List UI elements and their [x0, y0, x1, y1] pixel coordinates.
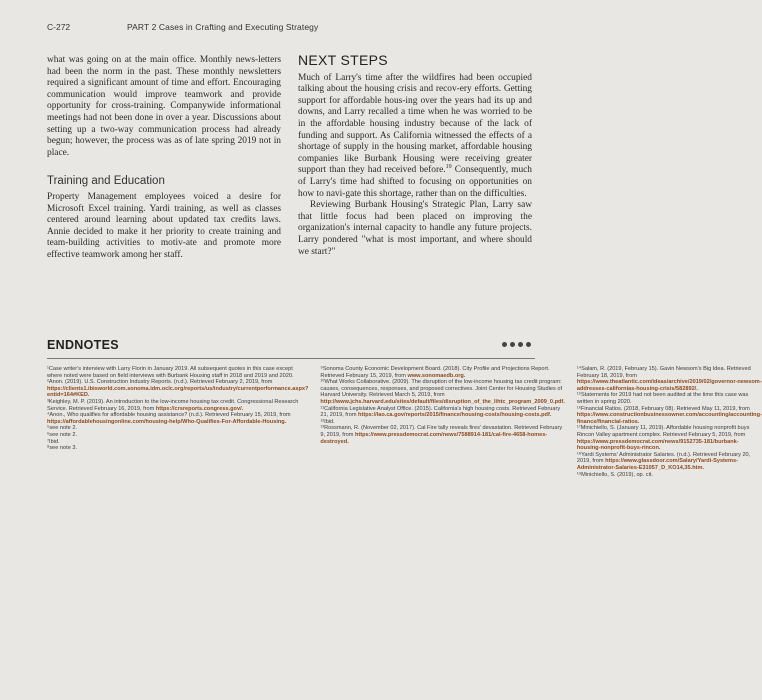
endnote-link[interactable]: https://crsreports.congress.gov/.: [155, 405, 244, 412]
endnotes-divider: [47, 358, 535, 359]
endnote-text: ¹⁴Salam, R. (2019, February 15). Gavin Newsom's Big Idea. Retrieved February 18, 2019, from: [576, 366, 751, 379]
endnote-link[interactable]: www.sonomaedb.org.: [407, 372, 466, 379]
right-column: [298, 52, 532, 258]
endnotes-column-3: [577, 366, 762, 478]
endnote-item: [320, 406, 564, 419]
endnote-link[interactable]: https://affordablehousingonline.com/housing-help/Who-Qualifies-For-Affordable-Housing.: [47, 418, 287, 425]
endnote-text: ¹⁸Yardi Systems' Administrator Salaries. (n.d.). Retrieved February 20, 2019, from: [576, 451, 751, 465]
endnote-text: ¹⁷Minichiello, S. (January 11, 2019). Affordable housing nonprofit buys Rincon Valley apartment complex. Retrieved February 5, 2019, from: [576, 425, 750, 438]
endnote-item: [320, 379, 564, 405]
endnote-item: [47, 412, 308, 425]
endnote-text: ¹⁹Minichiello, S. (2019), op. cit.: [576, 471, 653, 478]
endnote-text: ¹²Ibid.: [320, 418, 335, 425]
endnote-text: ⁴Anon., Who qualifies for affordable housing assistance? (n.d.). Retrieved February 15, 2019, from: [47, 412, 291, 419]
decorative-dots-icon: [502, 342, 531, 347]
endnote-item: [577, 425, 762, 451]
running-title: PART 2 Cases in Crafting and Executing Strategy: [127, 22, 319, 32]
endnotes-column-2: [320, 366, 564, 478]
endnotes-section: [47, 338, 762, 478]
left-paragraph-2: Property Management employees voiced a desire for Microsoft Excel training. Yardi training, as well as classes centered around learning about updated tax credits laws. Annie decided to make it her priority to create training and team-building activities to motiv-ate and promote more effective teamwork among her staff.: [47, 191, 281, 260]
endnote-text: ²Anon. (2019). U.S. Construction Industry Reports. (n.d.). Retrieved February 2, 2019, from: [47, 379, 273, 386]
endnote-item: [47, 366, 308, 379]
endnotes-column-1: [47, 366, 308, 478]
endnote-item: [47, 439, 308, 446]
left-paragraph-1: what was going on at the main office. Monthly news-letters had been the norm in the past. These monthly newsletters required a significant amount of time and effort. Encouraging communication would improve teamwork and provide opportunity for cross-training. Companywide informational meetings had not been done in over a year. Discussions about setting up a two-way communication process had already begun; however, the process was as of late spring 2019 not in place.: [47, 55, 281, 158]
left-column: [47, 55, 281, 262]
endnote-item: [320, 425, 564, 445]
endnote-text: ¹¹California Legislative Analyst Office. (2015). California's high housing costs. Retrieved February 21, 2019, from: [320, 405, 561, 419]
endnote-text: ⁵see note 2.: [47, 425, 77, 432]
next-steps-heading: NEXT STEPS: [298, 52, 388, 68]
endnote-item: [320, 366, 564, 379]
right-paragraph-1-b: Consequently, much of Larry's time had shifted to focusing on opportunities on how to navi-gate this shortage, rather than on the difficulties.: [298, 165, 532, 199]
endnote-link[interactable]: http://www.jchs.harvard.edu/sites/default/files/disruption_of_the_lihtc_program_2009_0.pdf.: [320, 398, 565, 405]
endnote-text: ³Keighley, M. P. (2019). An introduction to the low-income housing tax credit. Congressional Research Service. Retrieved February 16, 2019, from: [47, 398, 299, 412]
endnote-link[interactable]: https://clients1.ibisworld.com.sonoma.idm.oclc.org/reports/us/industry/currentperformance.aspx?entid=164#KED.: [47, 385, 309, 399]
endnote-text: ⁷Ibid.: [47, 438, 60, 445]
endnote-text: ¹Case writer's interview with Larry Florin in January 2019. All subsequent quotes in this case except where noted were based on field interviews with Burbank Housing staff in 2018 and 2019 and 2020.: [47, 366, 294, 379]
endnote-item: [47, 445, 308, 452]
endnote-item: [320, 419, 564, 426]
endnote-text: ¹⁶Financial Ratios. (2018, February 08). Retrieved May 11, 2019, from: [576, 405, 750, 412]
right-paragraph-1: [298, 73, 532, 201]
endnote-link[interactable]: https://www.pressdemocrat.com/news/9152735-181/burbank-housing-nonprofit-buys-rincon.: [576, 438, 739, 452]
right-paragraph-1-a: Much of Larry's time after the wildfires had been occupied talking about the housing crisis and recov-ery efforts. Getting support for affordable hous-ing over the years had its up and downs, and Larry recalled a time when he was worried to be in the affordable housing industry because of the lack of funding and support. As California witnessed the effects of a shortage of supply in the housing market, affordable housing companies like Burbank Housing were receiving greater support than they had received before.: [298, 72, 532, 176]
endnote-text: ⁸see note 3.: [47, 445, 78, 452]
endnote-link[interactable]: https://lao.ca.gov/reports/2015/finance/housing-costs/housing-costs.pdf.: [358, 412, 552, 419]
endnotes-heading: ENDNOTES: [47, 338, 119, 352]
endnote-item: [577, 392, 762, 405]
endnote-link[interactable]: https://www.constructionbusinessowner.com/accounting/accounting-finance/financial-ratios.: [576, 412, 762, 425]
endnote-text: ¹³Rossmann, R. (November 02, 2017). Cal Fire tally reveals fires' devastation. Retrieved February 9, 2019, from: [320, 425, 563, 438]
endnote-item: [577, 406, 762, 426]
endnote-link[interactable]: https://www.glassdoor.com/Salary/Yardi-Systems-Administrator-Salaries-E31057_D_KO14,35.htm.: [576, 458, 738, 471]
endnote-link[interactable]: https://www.theatlantic.com/ideas/archive/2019/02/governor-newsom-addresses-californias-housing-crisis/582892/.: [576, 379, 762, 392]
endnote-item: [577, 472, 762, 479]
page-number: C-272: [47, 22, 71, 32]
endnote-item: [47, 379, 308, 399]
endnote-item: [577, 366, 762, 392]
footnote-ref-19: 19: [445, 164, 452, 171]
endnote-item: [47, 425, 308, 432]
endnote-text: ⁶see note 2.: [47, 431, 77, 438]
training-heading: Training and Education: [47, 175, 165, 188]
endnote-text: ¹⁵Statements for 2019 had not been audited at the time this case was written in spring 2020.: [576, 392, 749, 405]
endnote-item: [577, 452, 762, 472]
endnote-text: ⁹Sonoma County Economic Development Board. (2018). City Profile and Projections Report. Retrieved February 15, 2019, from: [320, 366, 550, 379]
right-paragraph-2: Reviewing Burbank Housing's Strategic Plan, Larry saw that little focus had been placed on improving the organization's internal capacity to handle any future projects. Larry pondered "what is most important, and where should we start?": [298, 200, 532, 257]
endnote-text: ¹⁰What Works Collaborative. (2009). The disruption of the low-income housing tax credit program: causes, consequences, responses, and proposed correctives. Joint Center for Housing Studies of Harvard University. Retrieved March 5, 2019, from: [320, 379, 563, 399]
endnote-item: [47, 399, 308, 412]
endnote-item: [47, 432, 308, 439]
endnote-link[interactable]: https://www.pressdemocrat.com/news/7588914-181/cal-fire-4658-homes-destroyed.: [320, 431, 548, 445]
